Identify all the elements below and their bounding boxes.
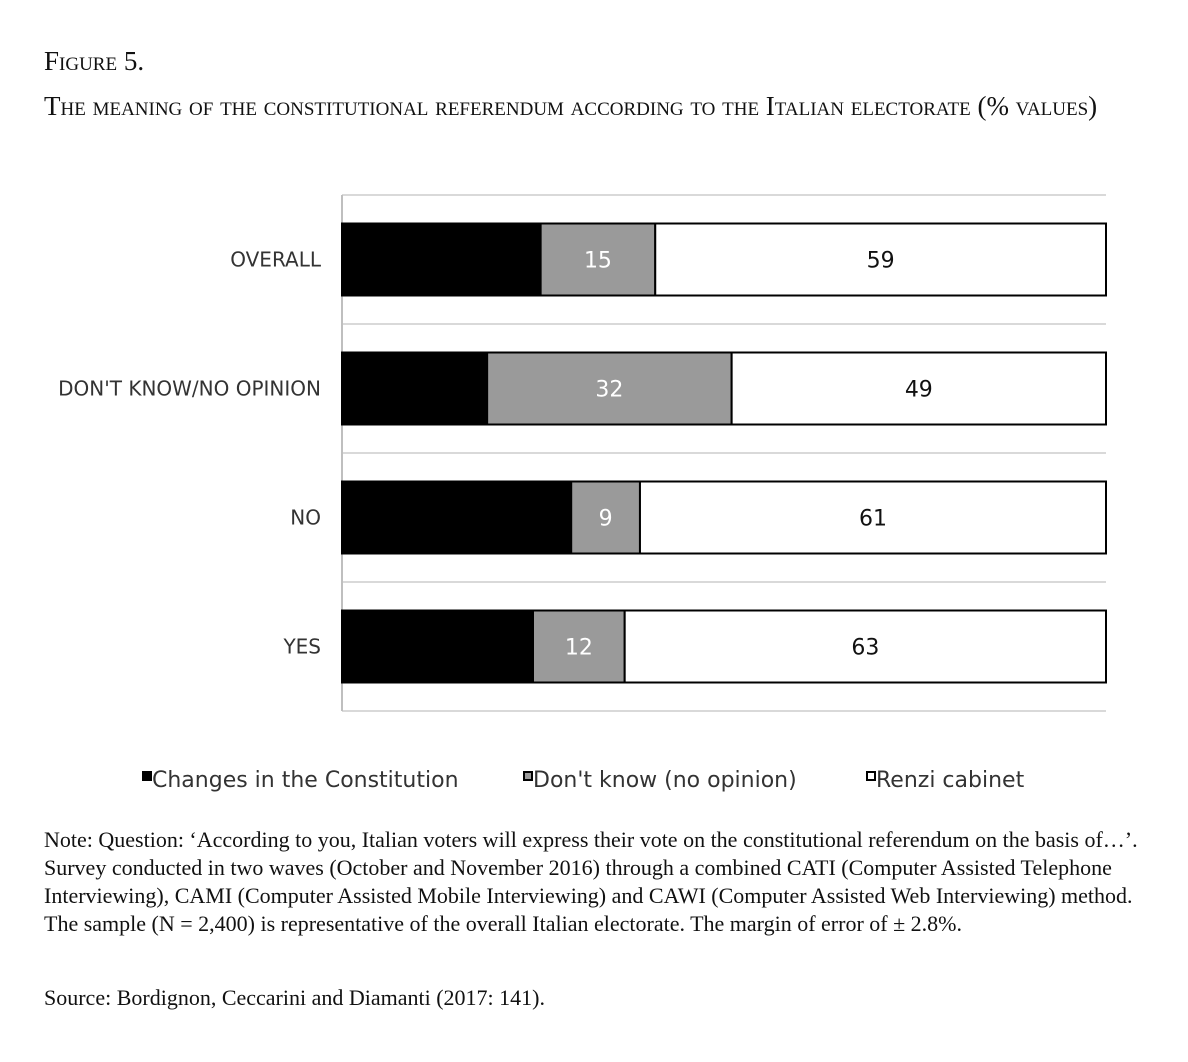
category-label: NO [290, 505, 321, 530]
data-label: 32 [595, 377, 624, 403]
figure-label: Figure 5. [44, 46, 145, 76]
bar-segment-changes [342, 611, 533, 683]
legend-item-dont-know [523, 768, 797, 793]
figure-note: Note: Question: ‘According to you, Italian voters will express their vote on the constitutional referendum on the basis of…’. Survey conducted in two waves (October and November 2016) through a combined CATI (Computer Assisted Telephone Interviewing), CAMI (Computer Assisted Mobile Interviewing) and CAWI (Computer Assisted Web Interviewing) method. The sample (N = 2,400) is representative of the overall Italian electorate. The margin of error of ± 2.8%. [44, 827, 1138, 936]
legend-label-dont-know: Don't know (no opinion) [533, 768, 797, 793]
legend-label-changes: Changes in the Constitution [152, 768, 459, 793]
data-label: 9 [598, 506, 613, 532]
bar-segment-changes [342, 353, 487, 425]
category-label: OVERALL [230, 247, 321, 272]
data-label: 59 [866, 248, 895, 274]
category-label: DON'T KNOW/NO OPINION [58, 376, 321, 401]
data-label: 15 [583, 248, 612, 274]
data-label: 61 [858, 506, 887, 532]
category-label: YES [283, 634, 321, 659]
bar-segment-changes [342, 482, 571, 554]
figure-title: The meaning of the constitutional referendum according to the Italian electorate (% values) [44, 91, 1098, 121]
legend-item-renzi [866, 768, 1024, 793]
figure-source: Source: Bordignon, Ceccarini and Diamanti (2017: 141). [44, 985, 545, 1010]
data-label: 49 [904, 377, 933, 403]
legend-swatch-changes [142, 771, 152, 781]
data-label: 12 [564, 635, 593, 661]
legend-label-renzi: Renzi cabinet [876, 768, 1025, 793]
legend-item-changes [142, 768, 459, 793]
legend [0, 768, 1188, 802]
legend-swatch-dont-know [523, 771, 533, 781]
data-label: 63 [851, 635, 880, 661]
bar-segment-changes [342, 224, 541, 296]
legend-swatch-renzi [866, 771, 876, 781]
